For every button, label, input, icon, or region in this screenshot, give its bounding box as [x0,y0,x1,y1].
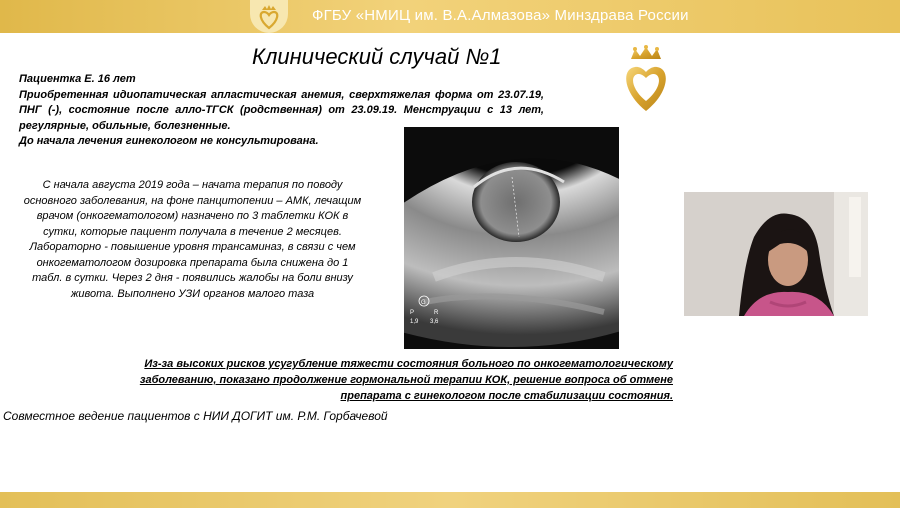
heart-crown-icon [257,4,281,30]
header-emblem [250,0,288,33]
joint-management-note: Совместное ведение пациентов с НИИ ДОГИТ им. Р.М. Горбачевой [3,409,388,423]
header-bar [0,0,900,33]
heart-crown-logo-icon [619,45,673,115]
marker-g: G [421,300,426,306]
marker-p: P [410,310,415,316]
depth-left: 1,9 [410,319,419,325]
slide-title: Клинический случай №1 [252,44,502,69]
treatment-history: С начала августа 2019 года – начата терапия по поводу основного заболевания, на фоне панцитопении – АМК, лечащим врачом (онкогематологом) назначено по 3 таблетки КОК в сутки, которые пациент получала в течение 2 месяцев. Лабораторно - повышение уровня трансаминаз, в связи с чем онкогематологом дозировка препарата была снижена до 1 табл. в сутки. Через 2 дня - появились жалобы на боли внизу живота. Выполнено УЗИ органов малого таза [23,179,362,300]
patient-line: Приобретенная идиопатическая апластическая анемия, сверхтяжелая форма от 23.07.19, ПНГ (-), состояние после алло-ТГСК (родственная) от 23.09.19. Менструации с 13 лет, регулярные, обильные, болезненные. [19,88,544,132]
ultrasound-scan [404,127,619,349]
speaker-webcam [684,192,868,316]
conclusion-text: Из-за высоких рисков усугубление тяжести состояния больного по онкогематологическому заболеванию, показано продолжение гормональной терапии КОК, решение вопроса об отмене препарата с гинекологом после стабилизации состояния. [139,358,673,402]
footer-bar [0,492,900,508]
patient-line: Пациентка Е. 16 лет [19,73,136,85]
ultrasound-image [404,127,619,349]
marker-r: R [434,310,439,316]
patient-line: До начала лечения гинекологом не консультирована. [19,135,319,147]
speaker-video-frame [684,192,868,316]
organization-name: ФГБУ «НМИЦ им. В.А.Алмазова» Минздрава России [312,7,689,24]
depth-right: 3,6 [430,319,439,325]
